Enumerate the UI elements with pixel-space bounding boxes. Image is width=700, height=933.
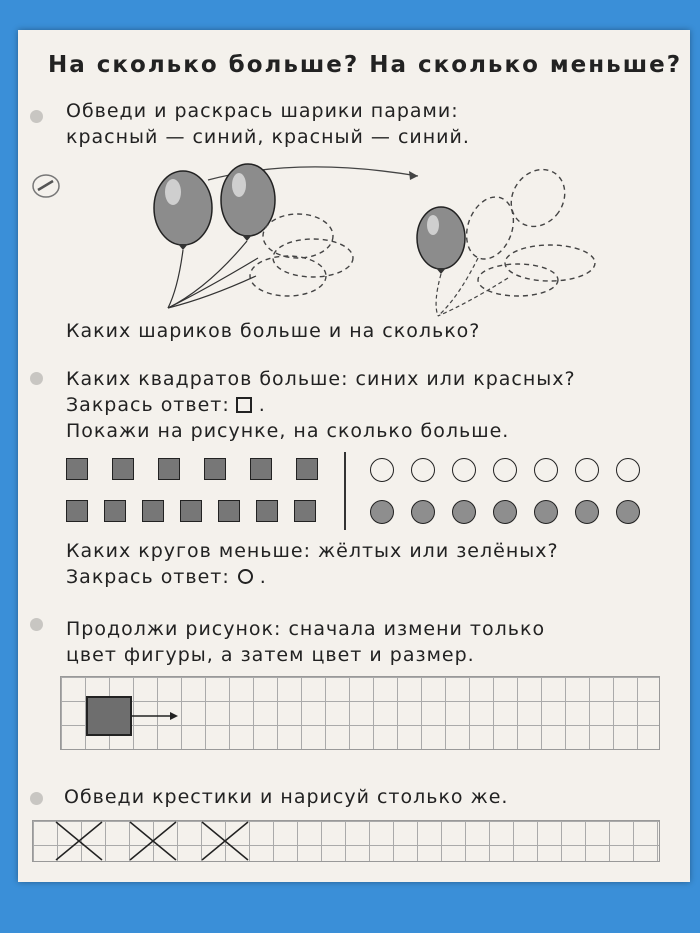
square-row2 [104,500,126,522]
answer-square-checkbox[interactable] [236,397,252,413]
answer-prompt: Закрась ответ: [66,394,230,416]
circle-empty [452,458,476,482]
circle-filled [411,500,435,524]
task3-instruction-line2: цвет фигуры, а затем цвет и размер. [66,644,475,666]
square-row1 [66,458,88,480]
period: . [252,566,267,588]
task3-instruction-line1: Продолжи рисунок: сначала измени только [66,618,546,640]
square-row2 [294,500,316,522]
answer-prompt-2: Закрась ответ: [66,566,230,588]
task2-question: Каких квадратов больше: синих или красных? [66,368,576,390]
balloon-solid [221,164,275,241]
workbook-page [18,30,690,882]
square-row1 [158,458,180,480]
balloon-solid [417,207,465,274]
circle-filled [493,500,517,524]
task2-instruction: Покажи на рисунке, на сколько больше. [66,420,510,442]
arrow-right-icon [132,710,180,722]
square-row1 [250,458,272,480]
page-title: На сколько больше? На сколько меньше? [48,52,683,78]
square-row1 [296,458,318,480]
circle-filled [575,500,599,524]
divider-line [344,452,346,530]
task-bullet [30,618,43,631]
square-row2 [180,500,202,522]
squares-block [66,458,341,528]
task-bullet [30,792,43,805]
crosses-sample [32,820,252,862]
square-row2 [66,500,88,522]
pencil-icon [28,168,68,204]
task1-question: Каких шариков больше и на сколько? [66,320,481,342]
task2-question2: Каких кругов меньше: жёлтых или зелёных? [66,540,559,562]
task2-answer-line2 [66,566,267,588]
square-row2 [142,500,164,522]
task-bullet [30,110,43,123]
circle-empty [493,458,517,482]
square-row1 [112,458,134,480]
square-row2 [218,500,240,522]
circle-empty [575,458,599,482]
sample-square [86,696,132,736]
task4-instruction: Обведи крестики и нарисуй столько же. [64,786,509,808]
circle-filled [534,500,558,524]
task2-answer-line [66,394,266,416]
circle-filled [616,500,640,524]
circle-empty [370,458,394,482]
circle-empty [534,458,558,482]
task1-instruction-line2: красный — синий, красный — синий. [66,126,470,148]
balloons-illustration [138,158,598,318]
task-bullet [30,372,43,385]
task1-instruction-line1: Обведи и раскрась шарики парами: [66,100,459,122]
circle-filled [452,500,476,524]
square-row1 [204,458,226,480]
circle-filled [370,500,394,524]
circle-empty [411,458,435,482]
answer-circle-checkbox[interactable] [238,569,253,584]
balloon-solid [154,171,212,250]
circle-empty [616,458,640,482]
period: . [251,394,266,416]
square-row2 [256,500,278,522]
circles-block [370,458,670,528]
